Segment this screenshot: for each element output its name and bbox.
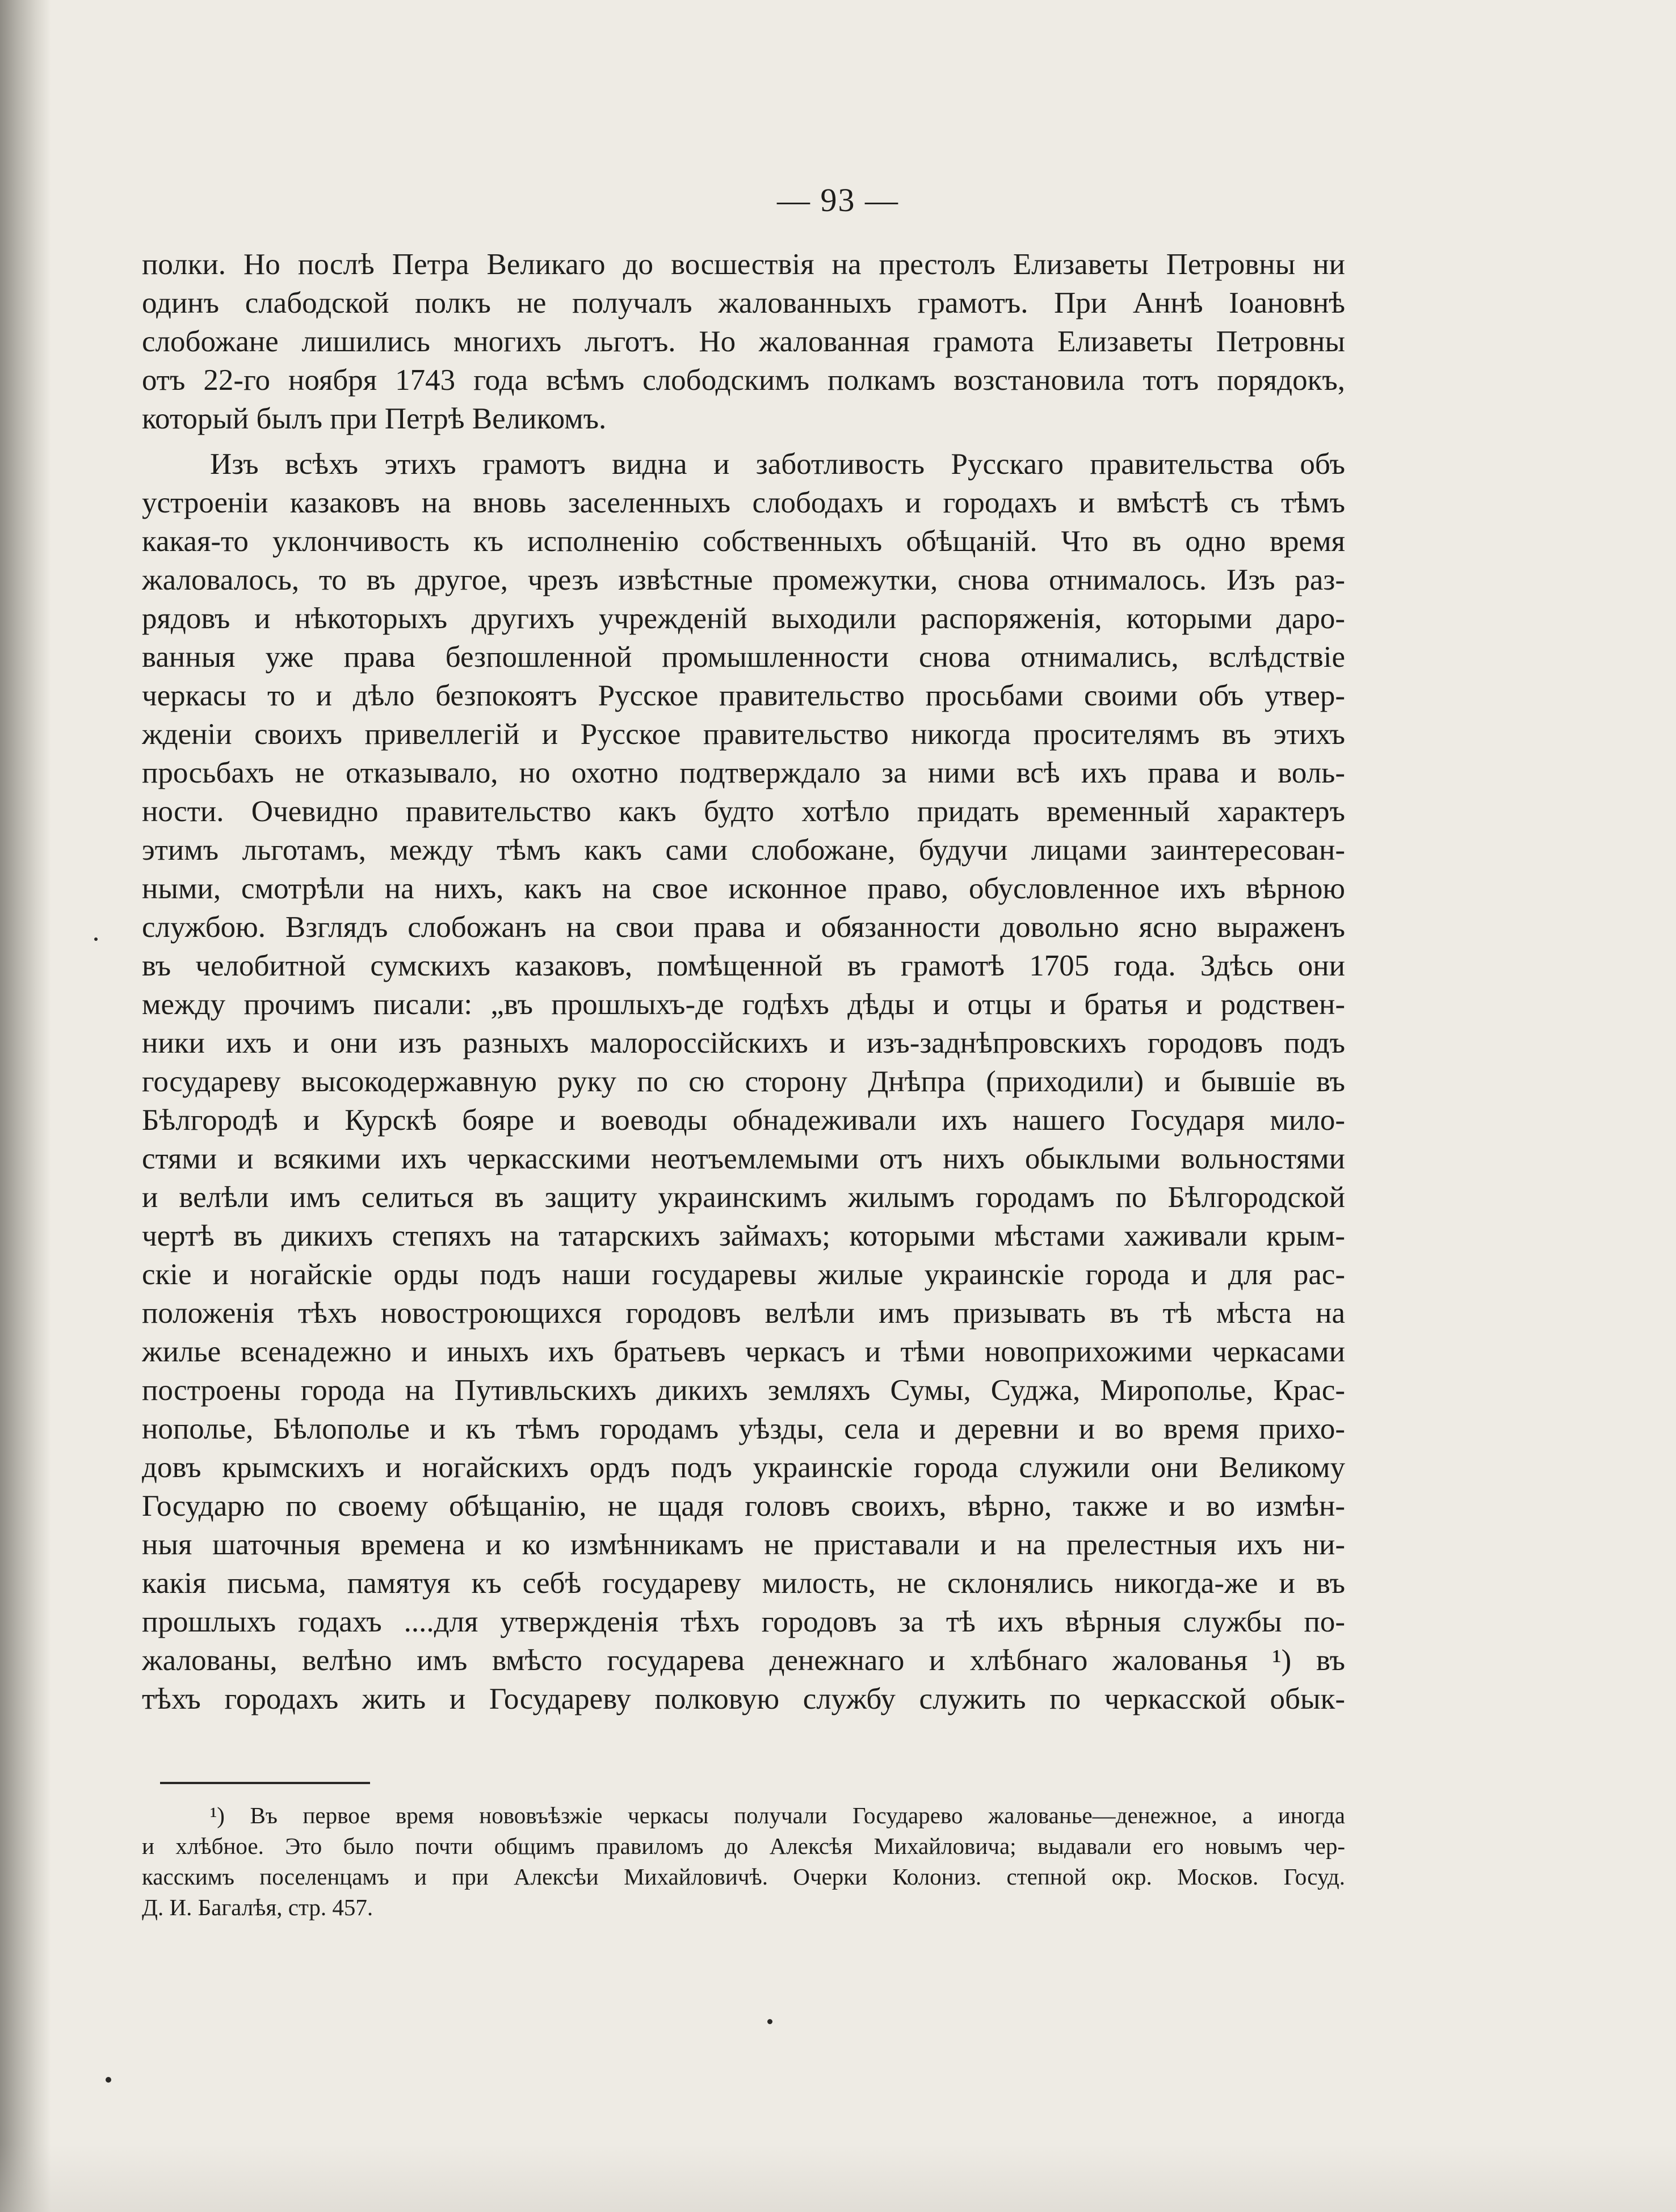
- text-line: въ челобитной сумскихъ казаковъ, помѣщенной въ грамотѣ 1705 года. Здѣсь они: [142, 949, 1345, 982]
- text-line: построены города на Путивльскихъ дикихъ земляхъ Сумы, Суджа, Мирополье, Крас-: [142, 1374, 1345, 1407]
- text-line: жаловалось, то въ другое, чрезъ извѣстные промежутки, снова отнималось. Изъ раз-: [142, 563, 1345, 596]
- text-line: ванныя уже права безпошленной промышленности снова отнимались, вслѣдствіе: [142, 641, 1345, 674]
- text-line: службою. Взглядъ слобожанъ на свои права и обязанности довольно ясно выраженъ: [142, 911, 1345, 944]
- footnote-line: Д. И. Багалѣя, стр. 457.: [142, 1894, 373, 1920]
- text-line: устроеніи казаковъ на вновь заселенныхъ слободахъ и городахъ и вмѣстѣ съ тѣмъ: [142, 486, 1345, 519]
- footnote-line: ¹) Въ первое время нововъѣзжіе черкасы получали Государево жалованье—денежное, а иногда: [210, 1802, 1345, 1828]
- text-line: ныя шаточныя времена и ко измѣнникамъ не приставали и на прелестныя ихъ ни-: [142, 1528, 1345, 1561]
- text-line: нополье, Бѣлополье и къ тѣмъ городамъ уѣзды, села и деревни и во время прихо-: [142, 1412, 1345, 1445]
- main-text: [142, 245, 1345, 1718]
- text-line: между прочимъ писали: „въ прошлыхъ-де годѣхъ дѣды и отцы и братья и родствен-: [142, 988, 1345, 1021]
- text-line: и велѣли имъ селиться въ защиту украинскимъ жилымъ городамъ по Бѣлгородской: [142, 1181, 1345, 1214]
- footnote-line: и хлѣбное. Это было почти общимъ правиломъ до Алексѣя Михайловича; выдавали его новымъ чер-: [142, 1833, 1345, 1859]
- page-bottom-shade: [0, 2144, 1676, 2212]
- text-line: который былъ при Петрѣ Великомъ.: [142, 402, 607, 435]
- paragraph-gap: [142, 438, 1345, 445]
- text-line: рядовъ и нѣкоторыхъ другихъ учрежденій выходили распоряженія, которыми даро-: [142, 602, 1345, 635]
- text-line: прошлыхъ годахъ ....для утвержденія тѣхъ городовъ за тѣ ихъ вѣрныя службы по-: [142, 1605, 1345, 1638]
- ink-speck: [94, 937, 98, 941]
- footnote: [142, 1800, 1345, 1923]
- text-line: какая-то уклончивость къ исполненію собственныхъ обѣщаній. Что въ одно время: [142, 525, 1345, 558]
- footnote-divider: [160, 1782, 370, 1784]
- text-line: Бѣлгородѣ и Курскѣ бояре и воеводы обнадеживали ихъ нашего Государя мило-: [142, 1104, 1345, 1137]
- text-line: отъ 22-го ноября 1743 года всѣмъ слободскимъ полкамъ возстановила тотъ порядокъ,: [142, 364, 1345, 397]
- text-line: слобожане лишились многихъ льготъ. Но жалованная грамота Елизаветы Петровны: [142, 325, 1345, 358]
- text-line: тѣхъ городахъ жить и Государеву полковую службу служить по черкасской обык-: [142, 1683, 1345, 1715]
- text-line: какія письма, памятуя къ себѣ государеву милость, не склонялись никогда-же и въ: [142, 1567, 1345, 1600]
- text-line: чертѣ въ дикихъ степяхъ на татарскихъ займахъ; которыми мѣстами хаживали крым-: [142, 1219, 1345, 1252]
- text-line: ности. Очевидно правительство какъ будто хотѣло придать временный характеръ: [142, 795, 1345, 828]
- text-line: государеву высокодержавную руку по сю сторону Днѣпра (приходили) и бывшіе въ: [142, 1065, 1345, 1098]
- text-line: просьбахъ не отказывало, но охотно подтверждало за ними всѣ ихъ права и воль-: [142, 756, 1345, 789]
- text-line: жалованы, велѣно имъ вмѣсто государева денежнаго и хлѣбнаго жалованья ¹) въ: [142, 1644, 1345, 1677]
- text-line: довъ крымскихъ и ногайскихъ ордъ подъ украинскіе города служили они Великому: [142, 1451, 1345, 1484]
- text-line: черкасы то и дѣло безпокоятъ Русское правительство просьбами своими объ утвер-: [142, 679, 1345, 712]
- ink-speck: [106, 2077, 111, 2083]
- text-line: ными, смотрѣли на нихъ, какъ на свое исконное право, обусловленное ихъ вѣрною: [142, 872, 1345, 905]
- footnote-line: касскимъ поселенцамъ и при Алексѣи Михайловичѣ. Очерки Колониз. степной окр. Москов. Госуд.: [142, 1864, 1345, 1890]
- text-line: стями и всякими ихъ черкасскими неотъемлемыми отъ нихъ обыклыми вольностями: [142, 1142, 1345, 1175]
- text-line: жденіи своихъ привеллегій и Русское правительство никогда просителямъ въ этихъ: [142, 718, 1345, 751]
- text-line: Изъ всѣхъ этихъ грамотъ видна и заботливость Русскаго правительства объ: [210, 448, 1345, 481]
- text-line: полки. Но послѣ Петра Великаго до восшествія на престолъ Елизаветы Петровны ни: [142, 248, 1345, 281]
- text-line: Государю по своему обѣщанію, не щадя головъ своихъ, вѣрно, также и во измѣн-: [142, 1490, 1345, 1523]
- text-line: одинъ слабодской полкъ не получалъ жалованныхъ грамотъ. При Аннѣ Іоановнѣ: [142, 287, 1345, 319]
- text-line: ники ихъ и они изъ разныхъ малороссійскихъ и изъ-заднѣпровскихъ городовъ подъ: [142, 1027, 1345, 1059]
- text-line: жилье всенадежно и иныхъ ихъ братьевъ черкасъ и тѣми новоприхожими черкасами: [142, 1335, 1345, 1368]
- ink-speck: [767, 2019, 772, 2024]
- page-number: — 93 —: [777, 182, 899, 218]
- text-line: положенія тѣхъ новостроющихся городовъ велѣли имъ призывать въ тѣ мѣста на: [142, 1297, 1345, 1330]
- book-spine-shadow: [0, 0, 51, 2212]
- text-line: скіе и ногайскіе орды подъ наши государевы жилые украинскіе города и для рас-: [142, 1258, 1345, 1291]
- text-line: этимъ льготамъ, между тѣмъ какъ сами слобожане, будучи лицами заинтересован-: [142, 834, 1345, 867]
